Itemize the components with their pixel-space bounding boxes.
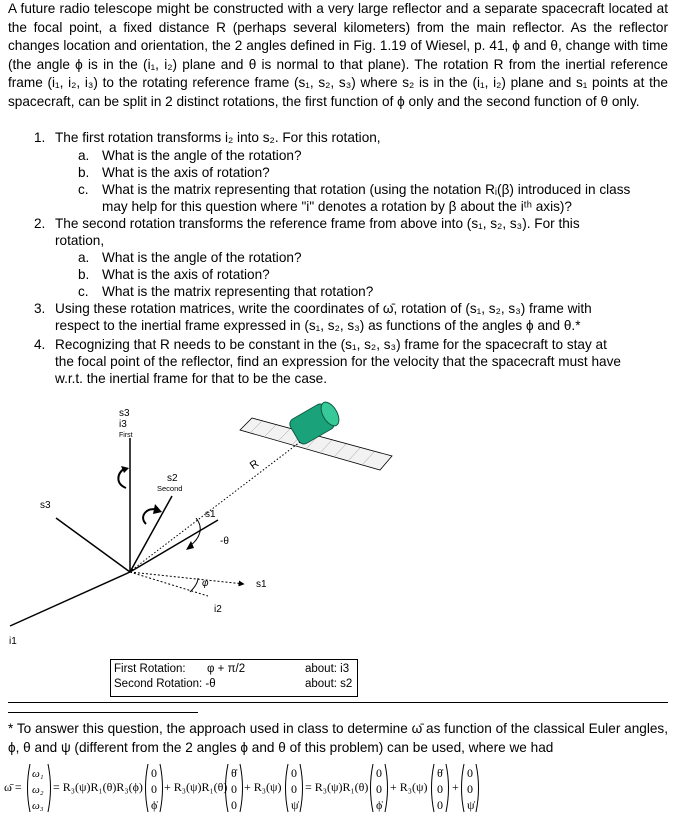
q4-text-line2: the focal point of the reflector, find an expression for the velocity that the spacecraft must have bbox=[55, 354, 621, 369]
axis-s3 bbox=[56, 518, 130, 572]
q3-number: 3. bbox=[34, 301, 46, 316]
eq-w2: ω₂ bbox=[32, 784, 44, 796]
eq-v5-a: θ̇ bbox=[437, 766, 443, 780]
label-s3-top: s3 bbox=[119, 408, 130, 419]
label-s1: s1 bbox=[256, 579, 267, 590]
legend-first-label: First Rotation: bbox=[114, 663, 186, 675]
section-divider bbox=[8, 702, 668, 703]
q2a-letter: a. bbox=[78, 250, 90, 265]
label-s1-upper: s1 bbox=[205, 509, 216, 520]
label-R: R bbox=[247, 457, 262, 473]
q1a-text: What is the angle of the rotation? bbox=[102, 148, 302, 163]
eq-v4-b: 0 bbox=[376, 782, 382, 796]
q1b-letter: b. bbox=[78, 165, 90, 180]
eq-v2-c: 0 bbox=[231, 798, 237, 812]
euler-equation bbox=[0, 758, 676, 818]
eq-v6-c: ψ̇ bbox=[467, 798, 475, 812]
intro-paragraph: A future radio telescope might be constructed with a very large reflector and a separate spacecraft located at the focal point, a fixed distance R (perhaps several kilometers) from the main reflector. As the reflector changes location and orientation, the 2 angles defined in Fig. 1.19 of Wiesel, p. 41, ϕ and θ, change with time (the angle ϕ is in the (i₁, i₂) plane and θ is normal to that plane). The rotation R from the inertial reference frame (i₁, i₂, i₃) to the rotating reference frame (s₁, s₂, s₃) where s₂ is in the (i₁, i₂) plane and s₁ points at the spacecraft, can be split in 2 distinct rotations, the first function of ϕ only and the second function of θ only. bbox=[8, 1, 668, 109]
footnote: * To answer this question, the approach used in class to determine ω̄ as function of the classical Euler angles, ϕ, θ and ψ (different from the 2 angles ϕ and θ of this problem) can be used, where we had bbox=[8, 721, 668, 755]
eq-term2: + R₃(ψ)R₁(θ) bbox=[164, 780, 228, 794]
eq-v1-a: 0 bbox=[151, 766, 157, 780]
eq-w1: ω₁ bbox=[32, 768, 44, 780]
eq-v5-c: 0 bbox=[437, 798, 443, 812]
q1-number: 1. bbox=[34, 130, 46, 145]
eq-term4: = R₃(ψ)R₁(θ) bbox=[305, 780, 369, 794]
q4-number: 4. bbox=[34, 337, 46, 352]
q1c-text-line1: What is the matrix representing that rotation (using the notation Rᵢ(β) introduced in class bbox=[102, 182, 631, 197]
eq-v2-b: 0 bbox=[231, 782, 237, 796]
phi-arc bbox=[190, 578, 198, 592]
eq-v6-b: 0 bbox=[467, 782, 473, 796]
eq-term1: = R₃(ψ)R₁(θ)R₃(ϕ) bbox=[53, 780, 143, 794]
label-i3: i3 bbox=[119, 419, 127, 430]
q1-text: The first rotation transforms i₂ into s₂. For this rotation, bbox=[55, 130, 381, 145]
label-s3-left: s3 bbox=[40, 500, 51, 511]
eq-v2-a: θ̇ bbox=[231, 766, 237, 780]
eq-v1-c: ϕ̇ bbox=[151, 798, 158, 812]
q2a-text: What is the angle of the rotation? bbox=[102, 250, 302, 265]
q4-text-line3: w.r.t. the inertial frame for that to be the case. bbox=[55, 371, 328, 386]
eq-w3: ω₃ bbox=[32, 800, 44, 812]
legend-second-label: Second Rotation: -θ bbox=[114, 678, 216, 690]
eq-term5: + R₃(ψ) bbox=[390, 780, 428, 794]
eq-v3-a: 0 bbox=[291, 766, 297, 780]
q1a-letter: a. bbox=[78, 148, 90, 163]
eq-v5-b: 0 bbox=[437, 782, 443, 796]
q1b-text: What is the axis of rotation? bbox=[102, 165, 270, 180]
eq-v3-b: 0 bbox=[291, 782, 297, 796]
q1c-text-line2: may help for this question where "i" denotes a rotation by β about the iᵗʰ axis)? bbox=[102, 199, 572, 214]
label-i2: i2 bbox=[214, 604, 222, 615]
legend-first-angle: φ + π/2 bbox=[207, 663, 246, 675]
label-second: Second bbox=[157, 484, 183, 493]
q1c-letter: c. bbox=[78, 182, 89, 197]
eq-term6: + bbox=[452, 780, 459, 794]
eq-v3-c: ψ̇ bbox=[291, 798, 299, 812]
eq-v6-a: 0 bbox=[467, 766, 473, 780]
eq-v4-a: 0 bbox=[376, 766, 382, 780]
eq-v4-c: ϕ̇ bbox=[376, 798, 383, 812]
second-rotation-arrowhead bbox=[153, 504, 162, 514]
label-i1: i1 bbox=[9, 636, 17, 647]
legend-first-about: about: i3 bbox=[305, 663, 350, 675]
rotation-diagram bbox=[0, 396, 676, 696]
q2b-letter: b. bbox=[78, 267, 90, 282]
q4-text-line1: Recognizing that R needs to be constant in the (s₁, s₂, s₃) frame for the spacecraft to stay at bbox=[55, 337, 607, 352]
legend-second-about: about: s2 bbox=[305, 678, 353, 690]
q2b-text: What is the axis of rotation? bbox=[102, 267, 270, 282]
footnote-divider bbox=[8, 712, 198, 713]
q2-text-line1: The second rotation transforms the reference frame from above into (s₁, s₂, s₃). For this bbox=[55, 216, 580, 231]
q2c-text: What is the matrix representing that rotation? bbox=[102, 284, 374, 299]
label-minus-theta: -θ bbox=[220, 536, 229, 547]
q2-text-line2: rotation, bbox=[55, 233, 105, 248]
axis-s1 bbox=[130, 572, 244, 584]
axis-i1 bbox=[10, 572, 130, 626]
distance-R-line bbox=[132, 442, 300, 570]
q3-text-line1: Using these rotation matrices, write the coordinates of ω̄, rotation of (s₁, s₂, s₃) frame with bbox=[55, 301, 592, 316]
eq-lhs: ω̄ = bbox=[4, 780, 22, 794]
eq-term3: + R₃(ψ) bbox=[244, 780, 282, 794]
rotation-legend bbox=[110, 659, 358, 697]
label-phi: φ bbox=[202, 578, 209, 589]
label-first: First bbox=[119, 432, 133, 439]
q2c-letter: c. bbox=[78, 284, 89, 299]
axis-s1-rotated bbox=[130, 520, 218, 572]
q3-text-line2: respect to the inertial frame expressed in (s₁, s₂, s₃) as functions of the angles ϕ and θ.* bbox=[55, 318, 581, 333]
theta-arrowhead bbox=[186, 541, 194, 550]
eq-v1-b: 0 bbox=[151, 782, 157, 796]
axis-s2 bbox=[130, 496, 172, 572]
label-s2: s2 bbox=[167, 473, 178, 484]
q2-number: 2. bbox=[34, 216, 46, 231]
